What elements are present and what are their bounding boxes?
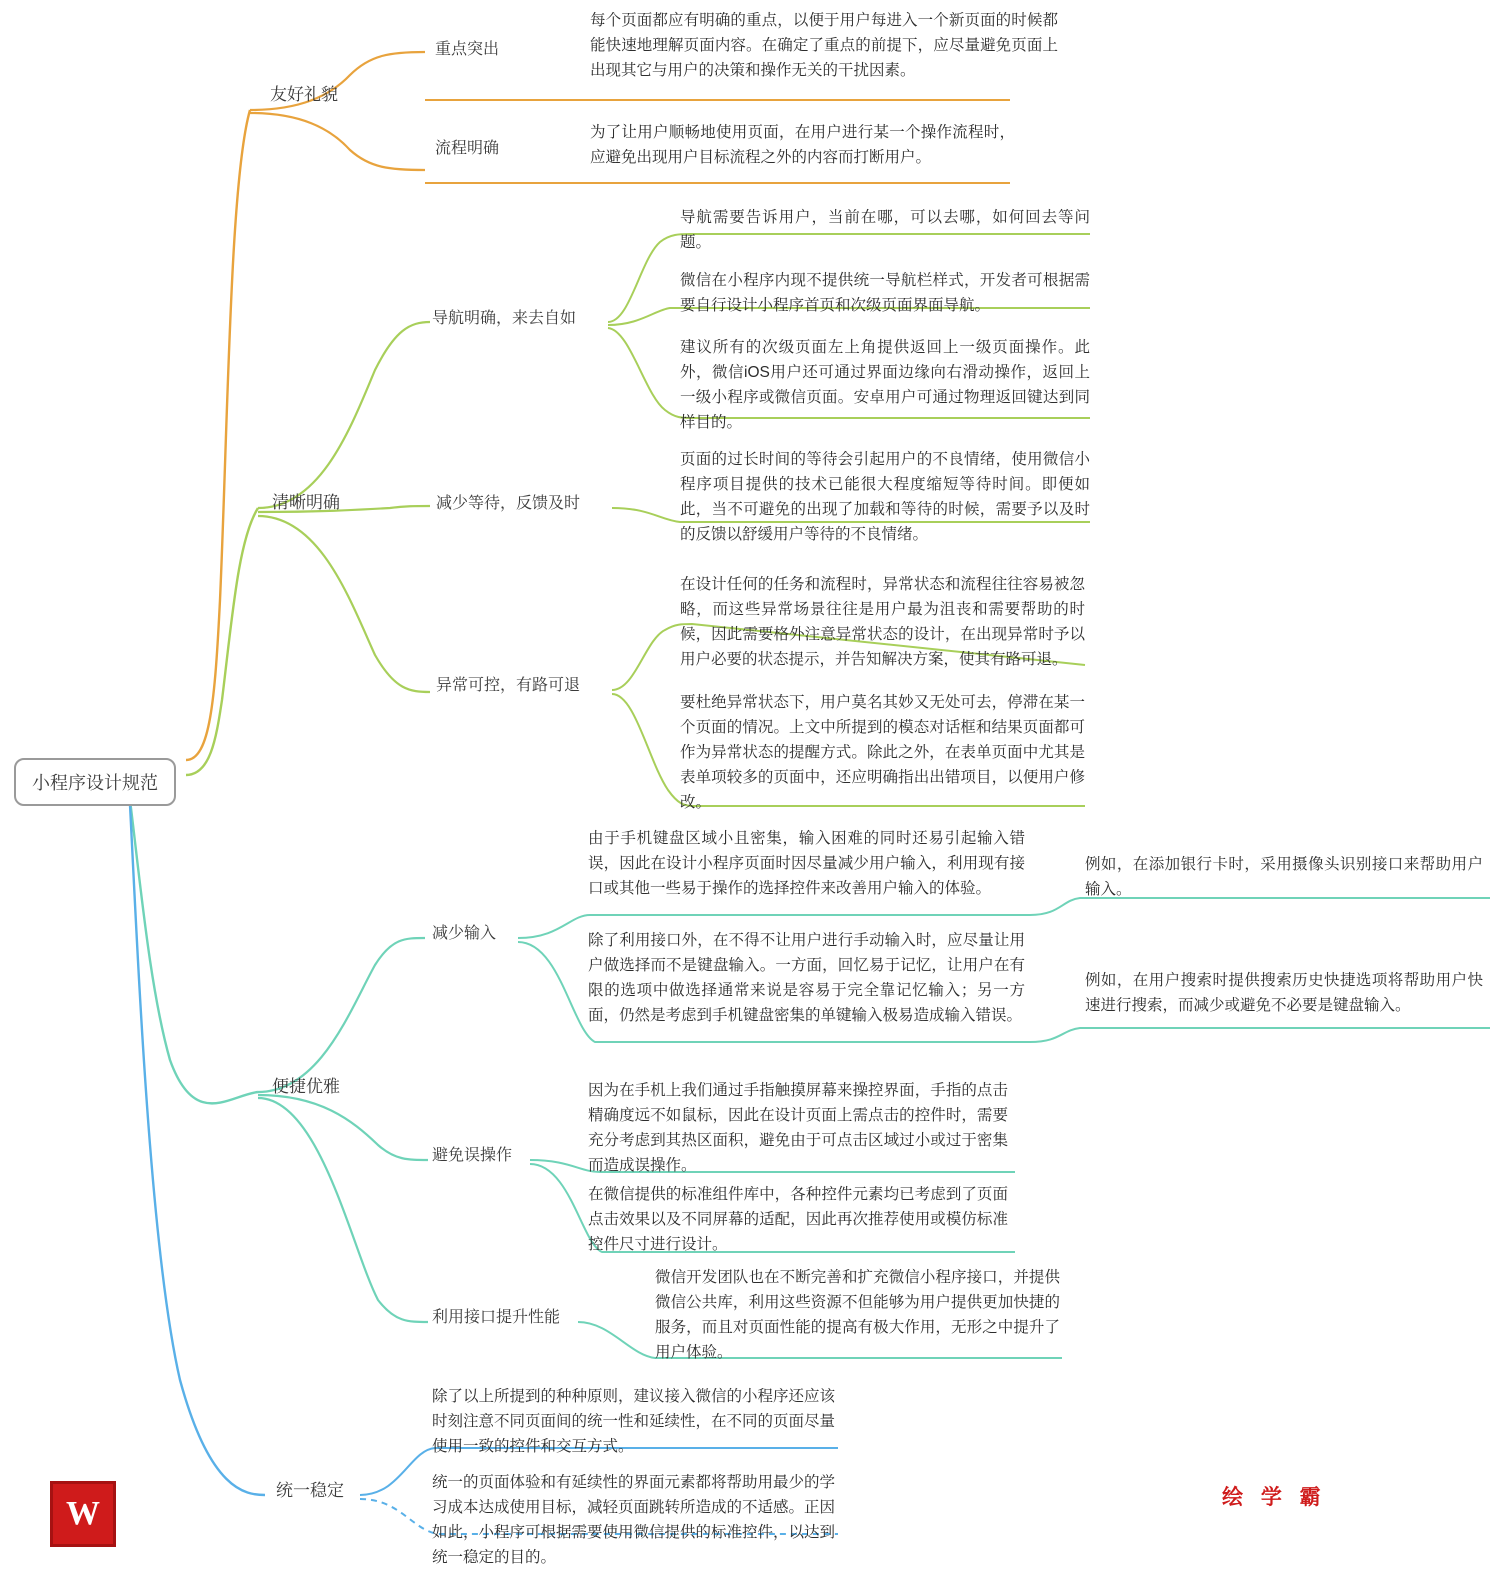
leaf-reduce-input-2: 除了利用接口外，在不得不让用户进行手动输入时，应尽量让用户做选择而不是键盘输入。一方面，回忆易于记忆，让用户在有限的选项中做选择通常来说是容易于完全靠记忆输入；另一方面，仍然是考虑到手机键盘密集的单键输入极易造成输入错误。: [588, 932, 1025, 1025]
leaf-friendly-key-points: 每个页面都应有明确的重点，以便于用户每进入一个新页面的时候都能快速地理解页面内容。在确定了重点的前提下，应尽量避免页面上出现其它与用户的决策和操作无关的干扰因素。: [590, 12, 1058, 80]
sub-label-reduce-waiting[interactable]: 减少等待，反馈及时: [436, 495, 581, 512]
branch-label-stable[interactable]: 统一稳定: [276, 1481, 344, 1500]
sub-label-avoid-misoperation[interactable]: 避免误操作: [432, 1147, 513, 1164]
leaf-exception-2: 要杜绝异常状态下，用户莫名其妙又无处可去，停滞在某一个页面的情况。上文中所提到的模态对话框和结果页面都可作为异常状态的提醒方式。除此之外，在表单页面中尤其是表单项较多的页面中，还应明确指出出错项目，以便用户修改。: [680, 694, 1085, 812]
sub-label-navigation[interactable]: 导航明确，来去自如: [432, 310, 577, 327]
leaf-avoid-misoperation-1: 因为在手机上我们通过手指触摸屏幕来操控界面，手指的点击精确度远不如鼠标，因此在设计页面上需点击的控件时，需要充分考虑到其热区面积，避免由于可点击区域过小或过于密集而造成误操作。: [588, 1082, 1008, 1175]
root-node[interactable]: 小程序设计规范: [14, 758, 176, 806]
leaf-reduce-input-1: 由于手机键盘区域小且密集，输入困难的同时还易引起输入错误，因此在设计小程序页面时因尽量减少用户输入，利用现有接口或其他一些易于操作的选择控件来改善用户输入的体验。: [588, 830, 1025, 898]
leaf-reduce-waiting-1: 页面的过长时间的等待会引起用户的不良情绪，使用微信小程序项目提供的技术已能很大程度缩短等待时间。即便如此，当不可避免的出现了加载和等待的时候，需要予以及时的反馈以舒缓用户等待的不良情绪。: [680, 451, 1090, 544]
leaf-use-api-performance-1: 微信开发团队也在不断完善和扩充微信小程序接口，并提供微信公共库，利用这些资源不但能够为用户提供更加快捷的服务，而且对页面性能的提高有极大作用，无形之中提升了用户体验。: [655, 1269, 1060, 1362]
leaf-avoid-misoperation-2: 在微信提供的标准组件库中，各种控件元素均已考虑到了页面点击效果以及不同屏幕的适配，因此再次推荐使用或模仿标准控件尺寸进行设计。: [588, 1186, 1008, 1254]
sub-label-clear-flow[interactable]: 流程明确: [435, 140, 500, 157]
leaf-navigation-1: 导航需要告诉用户，当前在哪，可以去哪，如何回去等问题。: [680, 209, 1090, 252]
sub-label-use-api-performance[interactable]: 利用接口提升性能: [432, 1309, 561, 1326]
logo-letter: W: [66, 1495, 100, 1532]
branch-label-clear[interactable]: 清晰明确: [272, 493, 340, 512]
leaf-stable-2: 统一的页面体验和有延续性的界面元素都将帮助用最少的学习成本达成使用目标，减轻页面跳转所造成的不适感。正因如此，小程序可根据需要使用微信提供的标准控件，以达到统一稳定的目的。: [432, 1474, 836, 1567]
sub-label-key-points[interactable]: 重点突出: [435, 41, 500, 58]
leaf-reduce-input-example-1: 例如，在添加银行卡时，采用摄像头识别接口来帮助用户输入。: [1085, 856, 1483, 899]
leaf-exception-1: 在设计任何的任务和流程时，异常状态和流程往往容易被忽略，而这些异常场景往往是用户最为沮丧和需要帮助的时候，因此需要格外注意异常状态的设计，在出现异常时予以用户必要的状态提示，并告知解决方案，使其有路可退。: [680, 576, 1085, 669]
branch-label-friendly[interactable]: 友好礼貌: [270, 85, 338, 104]
site-logo: [50, 1481, 116, 1547]
sub-label-reduce-input[interactable]: 减少输入: [432, 925, 497, 942]
sub-label-exception-control[interactable]: 异常可控，有路可退: [436, 677, 581, 694]
branch-label-convenient[interactable]: 便捷优雅: [272, 1077, 340, 1096]
watermark-text: 绘 学 霸: [1222, 1486, 1327, 1509]
leaf-stable-1: 除了以上所提到的种种原则，建议接入微信的小程序还应该时刻注意不同页面间的统一性和延续性，在不同的页面尽量使用一致的控件和交互方式。: [432, 1388, 836, 1456]
leaf-friendly-clear-flow: 为了让用户顺畅地使用页面，在用户进行某一个操作流程时，应避免出现用户目标流程之外的内容而打断用户。: [590, 124, 1015, 167]
leaf-navigation-2: 微信在小程序内现不提供统一导航栏样式，开发者可根据需要自行设计小程序首页和次级页面界面导航。: [680, 272, 1090, 315]
leaf-navigation-3: 建议所有的次级页面左上角提供返回上一级页面操作。此外，微信iOS用户还可通过界面边缘向右滑动操作，返回上一级小程序或微信页面。安卓用户可通过物理返回键达到同样目的。: [680, 339, 1090, 432]
leaf-reduce-input-example-2: 例如，在用户搜索时提供搜索历史快捷选项将帮助用户快速进行搜索，而减少或避免不必要是键盘输入。: [1085, 972, 1483, 1015]
